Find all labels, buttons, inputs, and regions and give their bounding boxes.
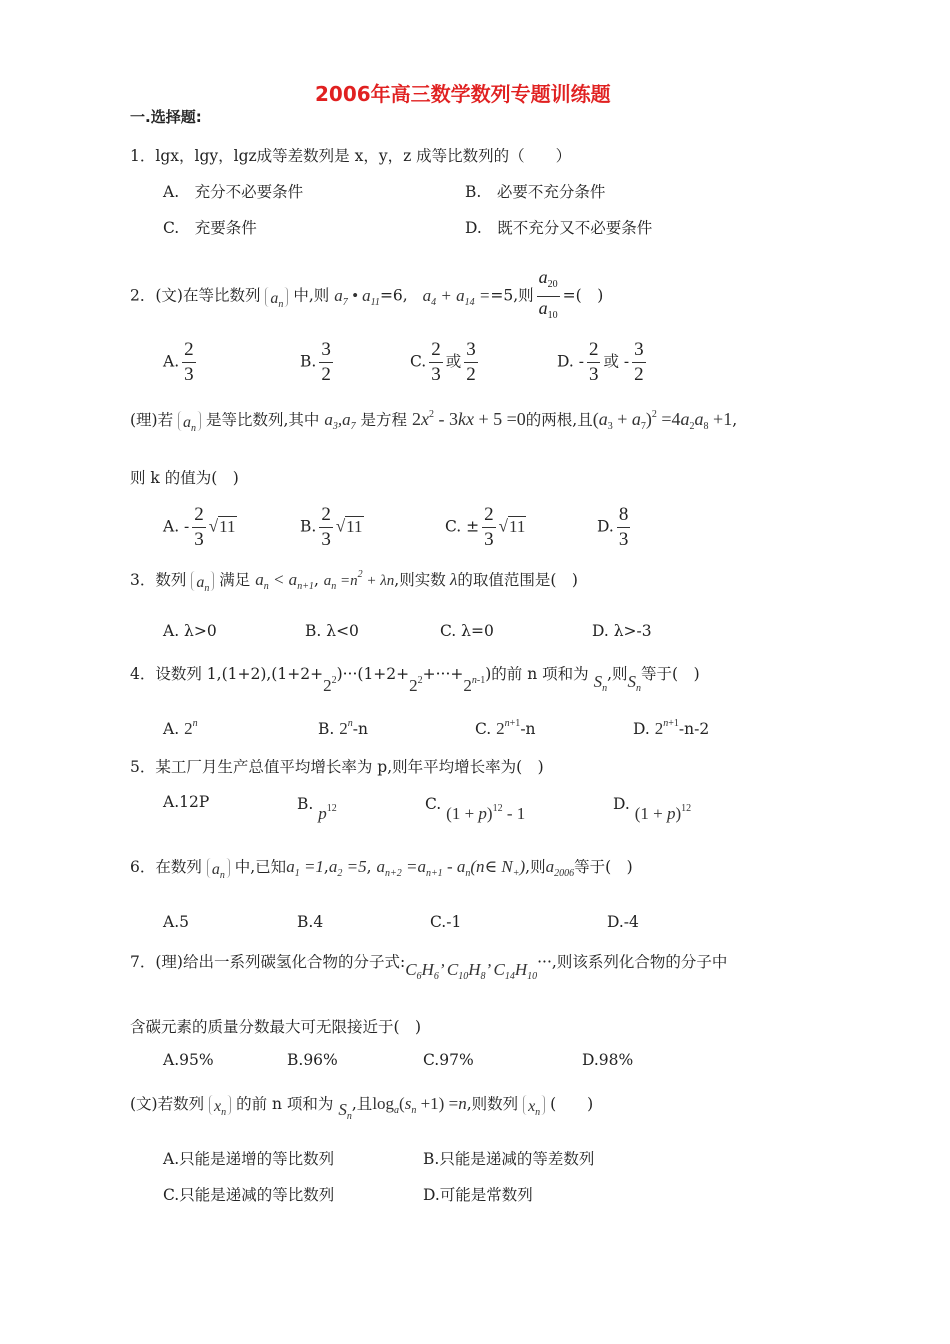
frac-3-2: $\frac{3}{2}$ xyxy=(634,339,644,385)
q1-option-a: A. 充分不必要条件 xyxy=(163,183,304,201)
q5-option-d xyxy=(613,793,692,823)
math-1-plus-p-12-minus-1: $(1 + p)^{12} - 1$ xyxy=(446,803,526,823)
math-2-n-1: 2$^{n-1}$ xyxy=(463,675,486,695)
question-4 xyxy=(130,662,700,695)
math-Sn: $S_n$ xyxy=(338,1100,352,1122)
lambda-symbol: λ xyxy=(445,570,458,589)
q6-option-a: A.5 xyxy=(163,913,189,931)
math-2-squared: $2^2$ xyxy=(409,675,423,695)
question-7 xyxy=(130,950,728,982)
frac-8-3: $\frac{8}{3}$ xyxy=(618,504,629,550)
q2-li-text: 是方程 xyxy=(360,411,408,429)
q6-option-c: C.-1 xyxy=(430,913,462,931)
q7w-text: (文)若数列 xyxy=(130,1095,205,1113)
math-log-equation: $\log_a(s_n +1) =n$ xyxy=(372,1094,467,1116)
option-label: C. ± xyxy=(445,517,480,536)
math-a2006: $a_{2006}$ xyxy=(545,857,575,879)
q5-option-c xyxy=(425,793,526,823)
page-title: 2006年高三数学数列专题训练题 xyxy=(315,82,611,106)
math-Sn: $S_n$ xyxy=(627,672,642,694)
question-2-li: (理)若 $a_n$ 是等比数列,其中 $a_3,a_7$ 是方程 $2x^2 - 3kx + 5 =0$的两根,且$(a_3 + a_7)^2 =4a_2a_8 +1$, xyxy=(130,409,738,434)
q6-text: ,则 xyxy=(525,858,546,876)
option-tail: -n-2 xyxy=(678,720,710,738)
question-1: 1．lgx，lgy，lgz成等差数列是 x，y，z 成等比数列的（ ） xyxy=(130,147,572,165)
q2-li-text: 是等比数列,其中 xyxy=(205,411,320,429)
math-a20-over-a10: $\frac{a_{20}}{a_{10}}$ xyxy=(538,267,558,321)
sequence-xn: $x_n$ xyxy=(209,1095,231,1115)
sqrt-11: √11 xyxy=(335,516,363,536)
q2-li-line2: 则 k 的值为( ) xyxy=(130,469,239,487)
q7w-text: ( ) xyxy=(550,1095,594,1113)
q7-option-b: B.96% xyxy=(287,1051,338,1069)
q6-text: 中,已知 xyxy=(234,858,287,876)
or-text: 或 xyxy=(445,352,462,371)
q6-option-b: B.4 xyxy=(297,913,324,931)
option-label: A. xyxy=(163,352,180,371)
option-label: A. - xyxy=(163,517,190,536)
q2-option-c xyxy=(410,338,481,387)
q2-li-text: (理)若 xyxy=(130,411,174,429)
q7-option-a: A.95% xyxy=(163,1051,214,1069)
option-label: C. xyxy=(410,352,427,371)
math-a3-a7: $a_3,a_7$ xyxy=(324,410,356,432)
math-equation: $2x^2 - 3kx + 5 =0$ xyxy=(412,409,526,429)
q2-li-text: 的两根,且 xyxy=(525,411,593,429)
q7w-option-c: C.只能是递减的等比数列 xyxy=(163,1186,335,1204)
q3-option-a: A. λ>0 xyxy=(163,622,217,640)
math-inequality: $a_n < a_{n+1}$ xyxy=(255,570,314,592)
q4-text: ,则 xyxy=(607,665,628,683)
math-p-12: $p^{12}$ xyxy=(318,803,337,823)
option-label: A. xyxy=(163,720,180,738)
q4-option-c xyxy=(475,718,536,739)
q4-text: 等于( ) xyxy=(641,665,700,683)
q3-option-b: B. λ<0 xyxy=(305,622,359,640)
math-2-n: 2$^n$ xyxy=(339,718,353,738)
q4-option-b xyxy=(318,718,368,739)
q7w-option-d: D.可能是常数列 xyxy=(423,1186,533,1204)
sequence-an: $a_n$ xyxy=(191,571,214,591)
q4-text: +···+ xyxy=(422,665,464,683)
q3-text: 3．数列 xyxy=(130,571,187,589)
math-an-formula: $a_n =n^2 + \lambda n$ xyxy=(323,569,395,592)
q1-option-c: C. 充要条件 xyxy=(163,219,257,237)
sqrt-11: √11 xyxy=(498,516,526,536)
q6-text: 6．在数列 xyxy=(130,858,202,876)
q2-option-b xyxy=(300,338,336,387)
q5-option-b xyxy=(297,793,337,823)
q7w-text: ,且 xyxy=(351,1095,373,1113)
math-a4-a14: $a_4 + a_{14}$ = xyxy=(422,285,491,308)
section-heading: 一.选择题: xyxy=(130,108,202,126)
q2li-option-b xyxy=(300,503,364,552)
frac-2-3: $\frac{2}{3}$ xyxy=(431,339,441,385)
option-label: D. xyxy=(597,517,614,536)
q7-option-c: C.97% xyxy=(423,1051,474,1069)
sqrt-11: √11 xyxy=(208,516,236,536)
sequence-an: $a_n$ xyxy=(207,858,230,878)
q7w-text: 的前 n 项和为 xyxy=(236,1095,334,1113)
q3-text: ,则实数 xyxy=(394,571,446,589)
frac-3-2: $\frac{3}{2}$ xyxy=(321,339,331,385)
math-a2: $a_2 =5$ xyxy=(328,857,367,879)
math-2-n-plus-1: $2^{n+1}$ xyxy=(654,718,679,738)
math-2-n: 2$^n$ xyxy=(184,718,198,738)
q4-option-a xyxy=(163,718,198,739)
q2-text: =6, xyxy=(379,286,408,305)
q7-text: 7．(理)给出一系列碳氢化合物的分子式: xyxy=(130,953,406,971)
q1-option-d: D. 既不充分又不必要条件 xyxy=(465,219,653,237)
option-label: D. - xyxy=(557,352,584,371)
q7w-option-a: A.只能是递增的等比数列 xyxy=(163,1150,335,1168)
math-recurrence: $a_{n+2} =a_{n+1}$ - $a_n(n\in$ $N_+$) xyxy=(376,857,526,879)
q7-option-d: D.98% xyxy=(582,1051,634,1069)
option-tail: -n xyxy=(520,720,536,738)
q4-text: )的前 n 项和为 xyxy=(485,665,589,683)
q4-text: 4．设数列 1,(1+2),(1+2+ xyxy=(130,665,324,683)
sequence-an: $a_n$ xyxy=(265,287,288,307)
q5-option-a: A.12P xyxy=(163,793,210,811)
or-text: 或 - xyxy=(603,352,630,371)
option-label: D. xyxy=(633,720,650,738)
option-label: B. xyxy=(300,517,317,536)
q6-text: , xyxy=(323,858,329,876)
q3-text: 满足 xyxy=(219,571,251,589)
frac-2-3: $\frac{2}{3}$ xyxy=(321,504,331,550)
q2li-option-d xyxy=(597,503,633,552)
frac-2-3: $\frac{2}{3}$ xyxy=(588,339,599,385)
q6-option-d: D.-4 xyxy=(607,913,639,931)
q7-text: ···,则该系列化合物的分子中 xyxy=(537,953,728,971)
math-hydrocarbons: $C_6H_6$’ $C_{10}H_8$’ $C_{14}H_{10}$ xyxy=(405,960,538,982)
option-label: B. xyxy=(318,720,335,738)
q2li-option-a xyxy=(163,503,237,552)
question-6: 6．在数列 $a_n$ 中,已知$a_1 =1,a_2 =5$, $a_{n+2} =a_{n+1}$ - $a_n(n\in$ $N_+$),则$a_{2006}$等于( ) xyxy=(130,857,633,881)
math-a7-a11: $a_7$ • $a_{11}$ xyxy=(334,285,380,308)
option-label: C. xyxy=(425,795,442,813)
math-Sn: $S_n$ xyxy=(593,672,608,694)
math-a1: $a_1 =1$ xyxy=(286,857,324,879)
q2-option-a xyxy=(163,338,199,387)
q1-option-b: B. 必要不充分条件 xyxy=(465,183,606,201)
math-2-squared: $2^2$ xyxy=(323,675,337,695)
q7-line2: 含碳元素的质量分数最大可无限接近于( ) xyxy=(130,1018,422,1036)
sequence-xn: $x_n$ xyxy=(523,1095,545,1115)
math-1-plus-p-12: $(1 + p)^{12}$ xyxy=(634,803,692,823)
frac-2-3: $\frac{2}{3}$ xyxy=(194,504,204,550)
q2-text: 中,则 xyxy=(293,286,330,305)
q7w-option-b: B.只能是递减的等差数列 xyxy=(423,1150,595,1168)
q2-text: =5,则 xyxy=(490,286,534,305)
math-2-n-plus-1: $2^{n+1}$ xyxy=(496,718,521,738)
q2-text: 2．(文)在等比数列 xyxy=(130,286,261,305)
q3-option-d: D. λ>-3 xyxy=(592,622,652,640)
q2li-option-c xyxy=(445,503,526,552)
math-condition: $(a_3 + a_7)^2 =4a_2a_8 +1$ xyxy=(592,409,733,432)
q3-option-c: C. λ=0 xyxy=(440,622,494,640)
q2-option-d xyxy=(557,338,649,387)
frac-3-2: $\frac{3}{2}$ xyxy=(466,339,476,385)
sequence-an: $a_n$ xyxy=(178,411,201,431)
q4-option-d xyxy=(633,718,709,739)
frac-2-3: $\frac{2}{3}$ xyxy=(184,339,194,385)
q3-text: 的取值范围是( ) xyxy=(457,571,578,589)
question-5: 5．某工厂月生产总值平均增长率为 p,则年平均增长率为( ) xyxy=(130,758,544,776)
option-label: D. xyxy=(613,795,630,813)
option-label: B. xyxy=(297,795,314,813)
option-tail: -n xyxy=(352,720,368,738)
q4-text: )···(1+2+ xyxy=(336,665,410,683)
question-2 xyxy=(130,266,603,327)
q2-text: =( ) xyxy=(562,286,604,305)
option-label: C. xyxy=(475,720,492,738)
option-label: B. xyxy=(300,352,317,371)
frac-2-3: $\frac{2}{3}$ xyxy=(484,504,494,550)
question-7-wen xyxy=(130,1092,594,1122)
question-3: 3．数列 $a_n$ 满足 $a_n < a_{n+1}$, $a_n =n^2 + \lambda n$,则实数 λ的取值范围是( ) xyxy=(130,569,578,594)
q7w-text: ,则数列 xyxy=(466,1095,519,1113)
q6-text: 等于( ) xyxy=(574,858,633,876)
